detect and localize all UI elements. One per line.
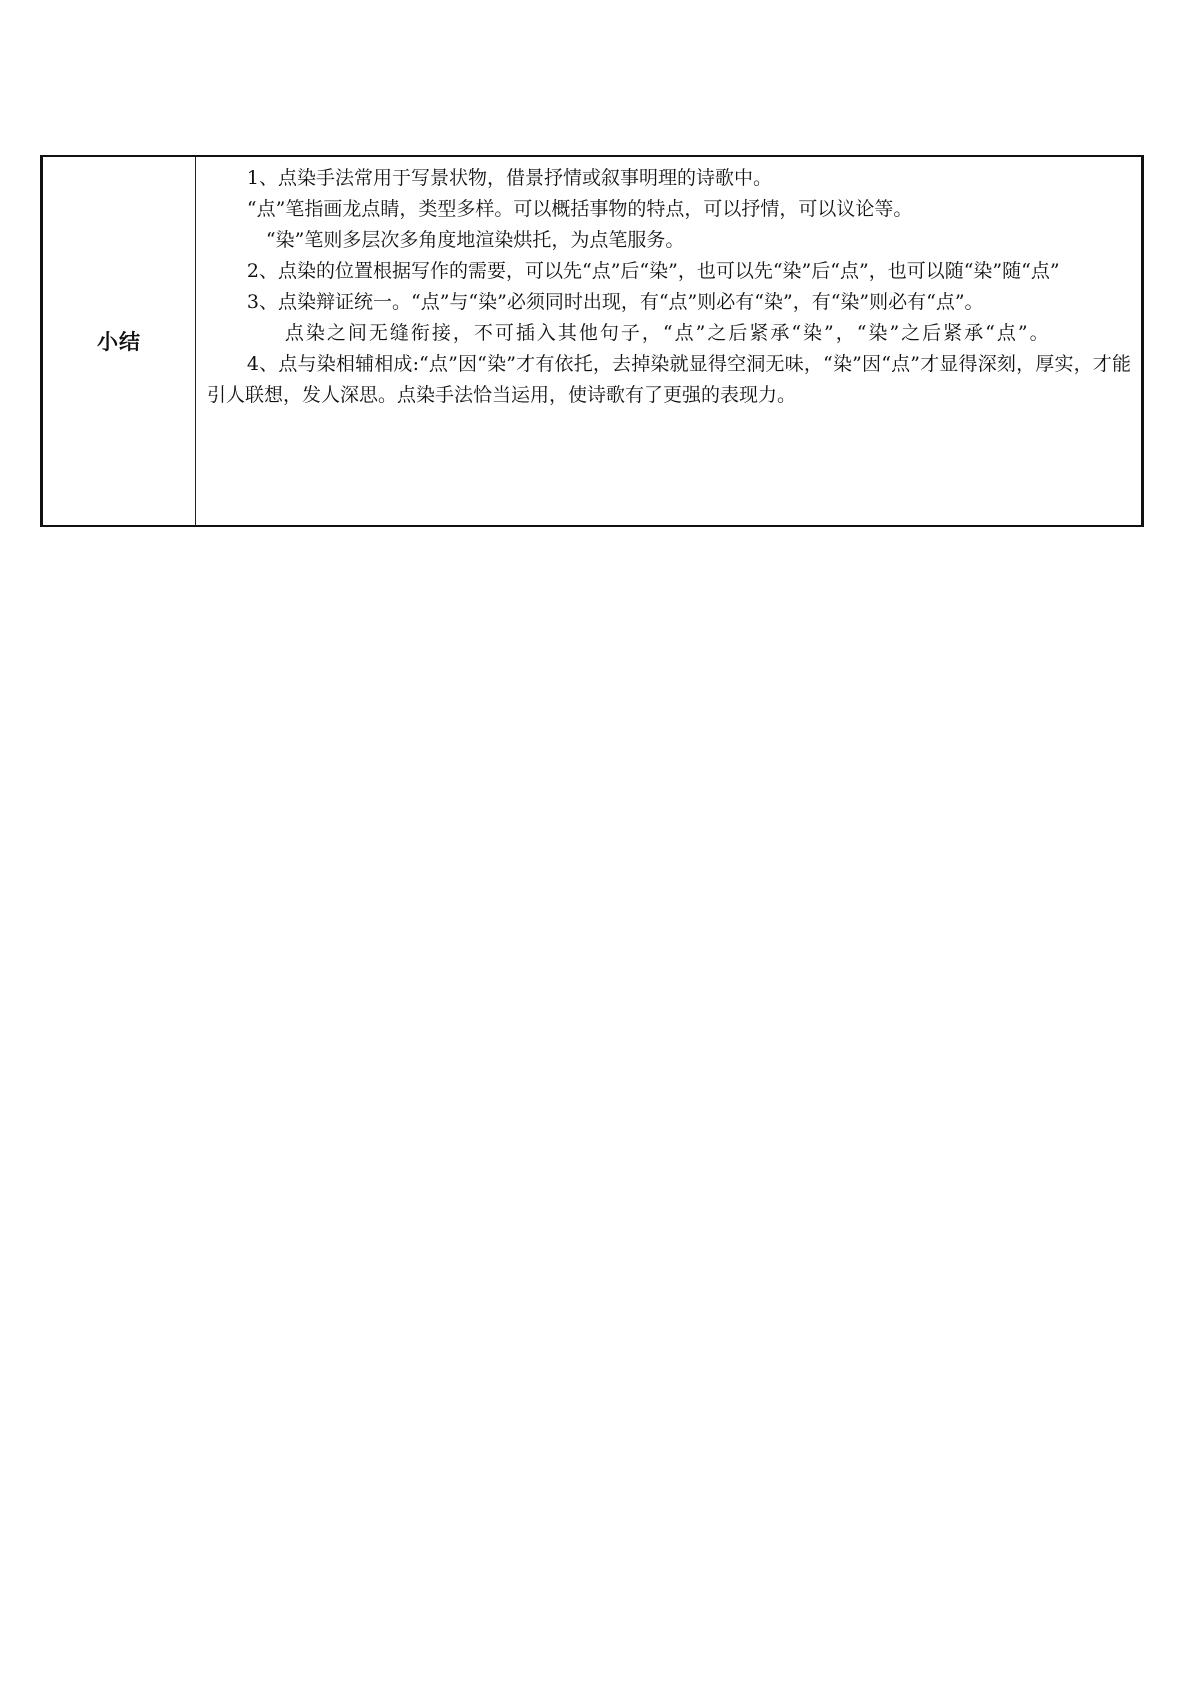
summary-label: 小结	[97, 330, 141, 354]
paragraph-7: 4、点与染相辅相成:“点”因“染”才有依托，去掉染就显得空洞无味，“染”因“点”才显得深刻，厚实，才能引人联想，发人深思。点染手法恰当运用，使诗歌有了更强的表现力。	[207, 353, 1131, 406]
summary-row	[42, 156, 1143, 526]
paragraph-1: 1、点染手法常用于写景状物，借景抒情或叙事明理的诗歌中。	[246, 167, 772, 189]
paragraph-6: 点染之间无缝衔接，不可插入其他句子，“点”之后紧承“染”，“染”之后紧承“点”。	[284, 322, 1051, 344]
paragraph-4: 2、点染的位置根据写作的需要，可以先“点”后“染”，也可以先“染”后“点”，也可以随“染”随“点”	[246, 260, 1060, 282]
paragraph-3: “染”笔则多层次多角度地渲染烘托，为点笔服务。	[265, 229, 685, 251]
content-cell	[196, 156, 1143, 526]
paragraph-2: “点”笔指画龙点睛，类型多样。可以概括事物的特点，可以抒情，可以议论等。	[246, 198, 913, 220]
summary-table	[40, 155, 1144, 527]
paragraph-5: 3、点染辩证统一。“点”与“染”必须同时出现，有“点”则必有“染”，有“染”则必有“点”。	[246, 291, 984, 313]
label-cell	[42, 156, 196, 526]
